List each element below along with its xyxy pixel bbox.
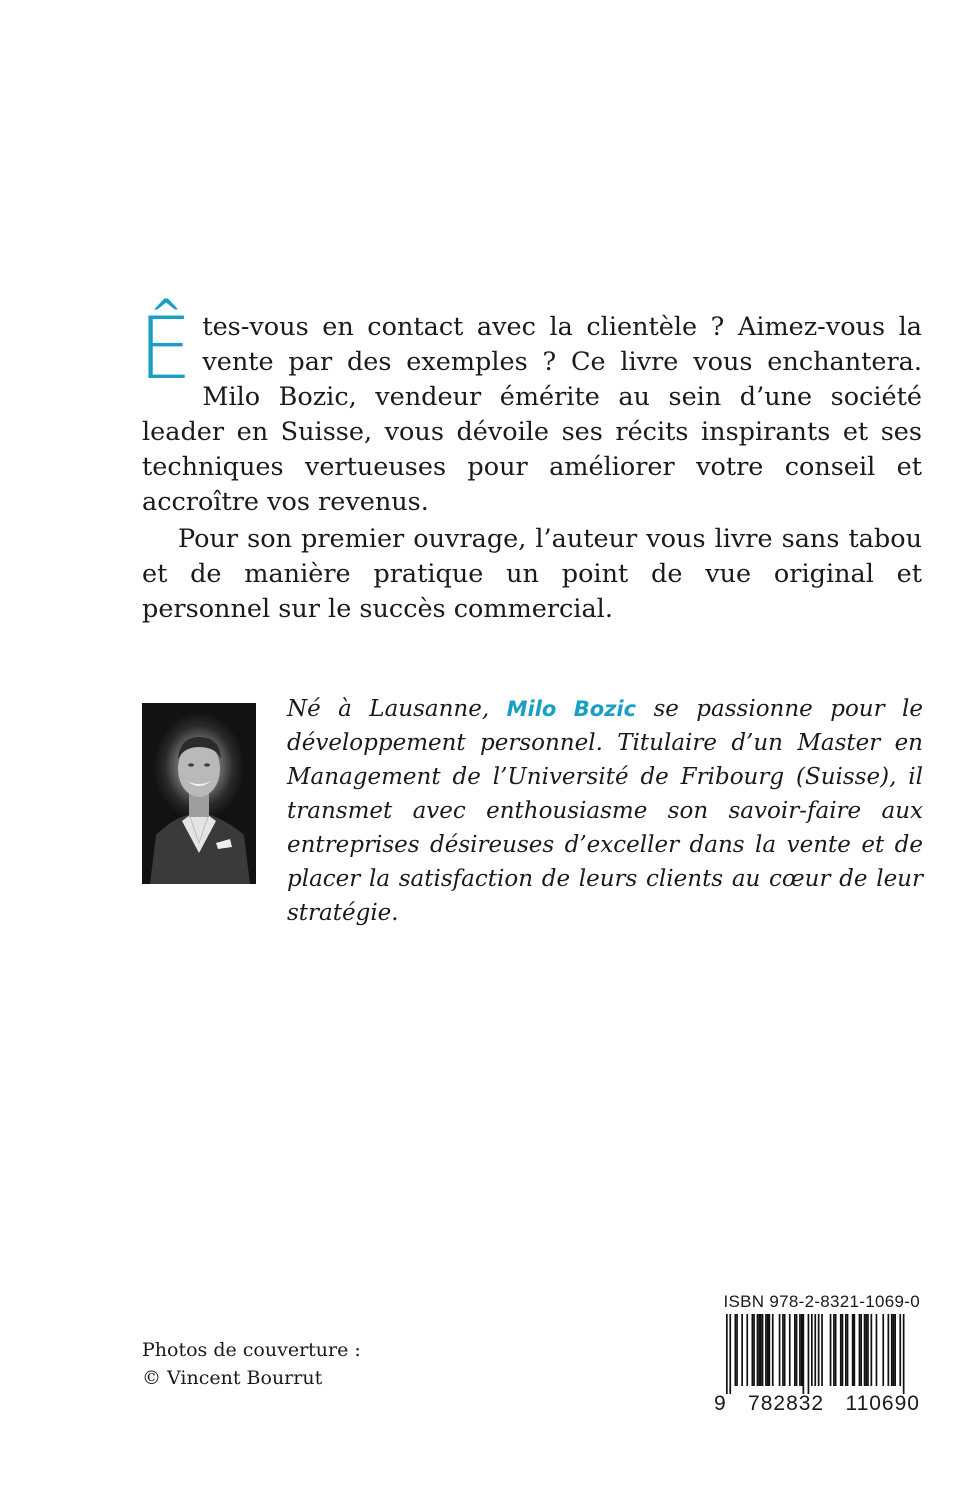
bio-lead: Né à Lausanne, (287, 696, 507, 722)
barcode-bar (833, 1314, 835, 1386)
barcode-bar (789, 1314, 791, 1386)
barcode-bar (726, 1314, 728, 1394)
blurb-paragraph-1-text: tes-vous en contact avec la clientèle ? Aimez-vous la vente par des exemples ? Ce livre vous enchantera. Milo Bozic, vendeur émérite au sein d’une société leader en Suisse, vous dévoile ses récits inspirants et ses techniques vertueuses pour améliorer votre conseil et accroître vos revenus. (142, 312, 922, 517)
isbn-digit-first: 9 (714, 1392, 727, 1415)
barcode (712, 1312, 922, 1394)
barcode-bar (852, 1314, 854, 1386)
barcode-bar (818, 1314, 820, 1386)
barcode-bar (741, 1314, 743, 1386)
barcode-bar (859, 1314, 861, 1386)
barcode-bar (803, 1314, 805, 1394)
barcode-bar (736, 1314, 738, 1386)
barcode-bar (871, 1314, 873, 1386)
author-portrait-image (142, 703, 256, 884)
isbn-digits-left: 782832 (748, 1392, 825, 1415)
isbn-digits-right: 110690 (845, 1392, 920, 1415)
drop-cap-letter: Ê (138, 299, 193, 399)
isbn-digits (712, 1392, 922, 1416)
barcode-bar (799, 1314, 801, 1386)
barcode-bar (796, 1314, 798, 1386)
barcode-bar (757, 1314, 759, 1386)
barcode-bar (758, 1314, 760, 1386)
barcode-bar (845, 1314, 847, 1386)
barcode-bar (814, 1314, 816, 1386)
barcode-bar (830, 1314, 832, 1386)
barcode-bar (779, 1314, 781, 1386)
barcode-bar (794, 1314, 796, 1386)
barcode-bar (811, 1314, 813, 1386)
barcode-bar (864, 1314, 866, 1386)
barcode-bar (860, 1314, 862, 1386)
barcode-bar (784, 1314, 786, 1386)
barcode-bar (847, 1314, 849, 1386)
barcode-bar (752, 1314, 754, 1386)
barcode-bar (753, 1314, 755, 1386)
author-photo (142, 703, 256, 884)
photo-credits-label: Photos de couverture : (142, 1339, 361, 1361)
isbn-label: ISBN 978-2-8321-1069-0 (723, 1292, 920, 1311)
bio-text: se passionne pour le développement personnel. Titulaire d’un Master en Management de l’Université de Fribourg (Suisse), il transmet avec enthousiasme son savoir-faire aux entreprises désireuses d’exceller dans la vente et de placer la satisfaction de leurs clients au cœur de leur stratégie. (287, 696, 923, 926)
barcode-bars (712, 1312, 922, 1394)
barcode-bar (867, 1314, 869, 1386)
barcode-bar (769, 1314, 771, 1386)
barcode-bar (762, 1314, 764, 1386)
barcode-bar (899, 1314, 901, 1386)
barcode-bar (840, 1314, 842, 1386)
barcode-bar (854, 1314, 856, 1386)
barcode-bar (746, 1314, 748, 1386)
blurb-paragraph-1 (138, 299, 922, 520)
barcode-bar (765, 1314, 767, 1386)
author-bio (287, 692, 923, 930)
barcode-bar (767, 1314, 769, 1386)
barcode-bar (891, 1314, 893, 1386)
blurb-paragraph-2: Pour son premier ouvrage, l’auteur vous livre sans tabou et de manière pratique un point de vue original et personnel sur le succès commercial. (142, 524, 922, 624)
isbn-barcode-block (712, 1292, 922, 1416)
barcode-bar (821, 1314, 823, 1386)
barcode-bar (903, 1314, 905, 1394)
barcode-bar (835, 1314, 837, 1386)
barcode-bar (772, 1314, 774, 1386)
photo-credits (142, 1336, 361, 1392)
barcode-bar (760, 1314, 762, 1386)
barcode-bar (882, 1314, 884, 1386)
barcode-bar (893, 1314, 895, 1386)
barcode-bar (782, 1314, 784, 1386)
barcode-bar (876, 1314, 878, 1386)
barcode-bar (735, 1314, 737, 1386)
author-name: Milo Bozic (506, 697, 637, 721)
barcode-bar (808, 1314, 810, 1394)
barcode-bar (729, 1314, 731, 1394)
barcode-bar (888, 1314, 890, 1386)
barcode-bar (894, 1314, 896, 1386)
photo-credits-author: © Vincent Bourrut (142, 1367, 323, 1389)
barcode-bar (865, 1314, 867, 1386)
barcode-bar (801, 1314, 803, 1386)
back-cover-blurb (138, 299, 922, 627)
barcode-bar (842, 1314, 844, 1386)
